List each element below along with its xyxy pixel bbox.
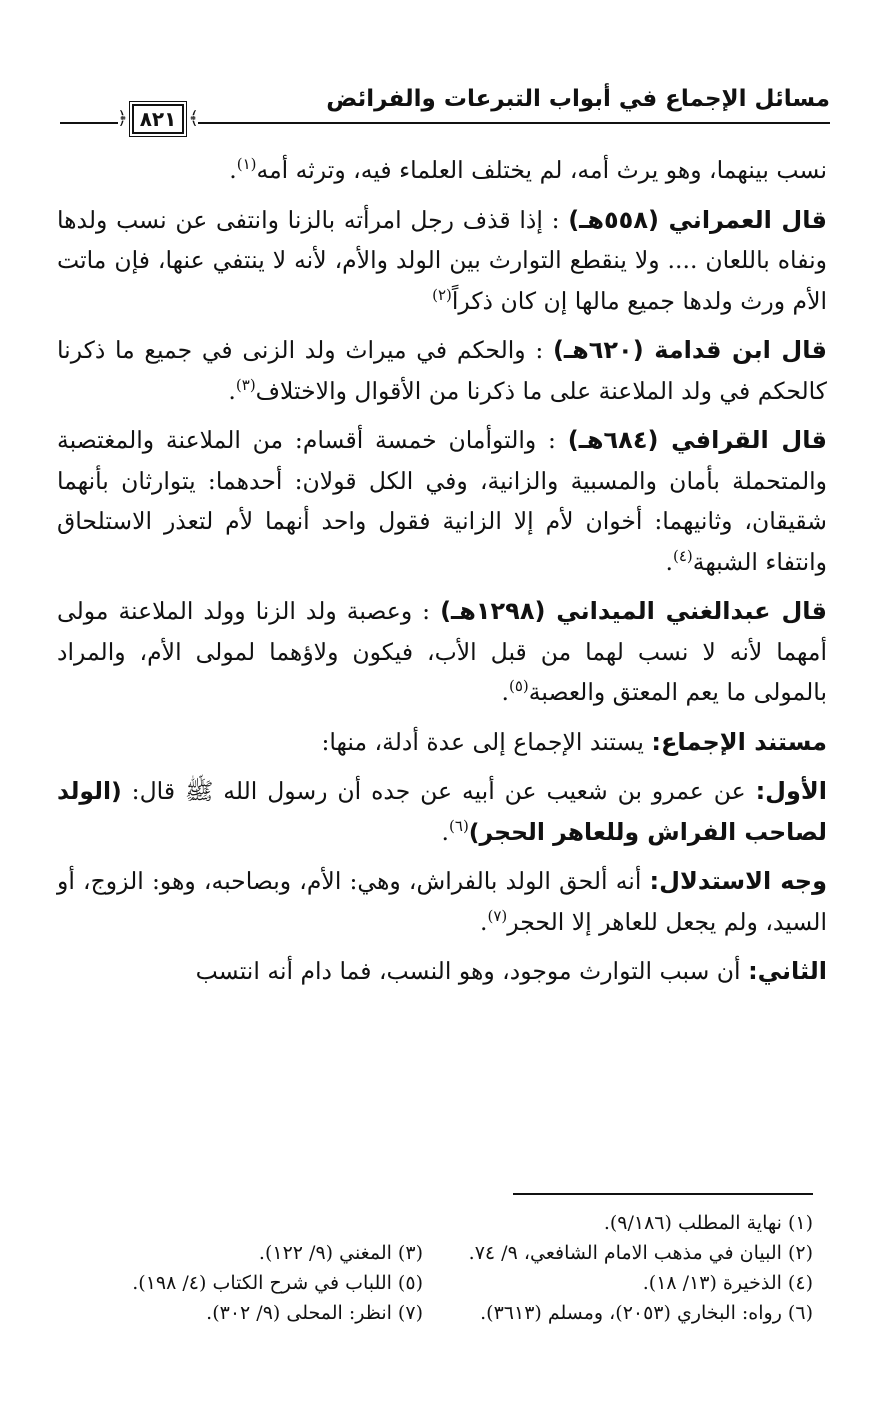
scholar-name: قال القرافي (٦٨٤هـ) <box>567 426 827 454</box>
paragraph-6 <box>57 722 827 763</box>
paragraph-3 <box>57 330 827 411</box>
paragraph-end: . <box>501 678 509 706</box>
paragraph-5 <box>57 591 827 713</box>
paragraph-text: : إذا قذف رجل امرأته بالزنا وانتفى عن نسب ولدها ونفاه باللعان .... ولا ينقطع التوارث بين الولد والأم، لأنه لا ينتفي عنها، فإن ماتت الأم ورث ولدها جميع مالها إن كان ذكراً <box>57 205 827 315</box>
section-heading: مستند الإجماع: <box>651 727 827 756</box>
footnote-3: (٣) المغني (٩/ ١٢٢). <box>258 1242 423 1264</box>
paragraph-text: أن سبب التوارث موجود، وهو النسب، فما دام أنه انتسب <box>195 957 749 985</box>
footnote-7: (٧) انظر: المحلى (٩/ ٣٠٢). <box>206 1302 423 1324</box>
footnote-column <box>73 1238 423 1328</box>
paragraph-text: يستند الإجماع إلى عدة أدلة، منها: <box>321 727 652 756</box>
ornament-left-icon: ﴿ <box>117 108 128 129</box>
paragraph-2 <box>57 200 827 322</box>
paragraph-end: . <box>229 156 237 184</box>
paragraph-end: . <box>665 547 673 576</box>
paragraph-8 <box>57 861 827 942</box>
footnote-ref: (٥) <box>508 677 529 696</box>
paragraph-4 <box>57 420 827 582</box>
footnote-ref: (١) <box>236 155 257 174</box>
evidence-heading: وجه الاستدلال: <box>649 867 827 895</box>
paragraph-7 <box>57 771 827 852</box>
footnote-2: (٢) البيان في مذهب الامام الشافعي، ٩/ ٧٤. <box>468 1242 813 1264</box>
evidence-heading: الأول: <box>755 777 827 805</box>
paragraph-end: . <box>480 907 488 936</box>
footnote-column <box>423 1238 813 1328</box>
ornament-right-icon: ﴾ <box>188 108 199 129</box>
footnote-6: (٦) رواه: البخاري (٢٠٥٣)، ومسلم (٣٦١٣). <box>480 1302 813 1324</box>
paragraph-9 <box>57 951 827 992</box>
footnote-ref: (٢) <box>432 285 452 304</box>
main-text <box>57 150 827 1001</box>
paragraph-text: : وعصبة ولد الزنا وولد الملاعنة مولى أمهما لأنه لا نسب لهما من قبل الأب، فيكون ولاؤهما لمولى الأم، والمراد بالمولى ما يعم المعتق والعصبة <box>57 597 827 706</box>
hadith-quote: (الولد لصاحب الفراش وللعاهر الحجر) <box>57 777 827 846</box>
page-number-box <box>118 102 198 136</box>
paragraph-text: عن عمرو بن شعيب عن أبيه عن جده أن رسول الله ﷺ قال: <box>121 777 756 805</box>
paragraph-text: أنه ألحق الولد بالفراش، وهي: الأم، وبصاحبه، وهو: الزوج، أو السيد، ولم يجعل للعاهر إلا الحجر <box>57 867 827 936</box>
scholar-name: قال ابن قدامة (٦٢٠هـ) <box>552 336 827 364</box>
footnote-row <box>73 1238 813 1328</box>
page-number: ٨٢١ <box>132 104 185 134</box>
paragraph-1 <box>57 150 827 191</box>
evidence-heading: الثاني: <box>748 957 827 985</box>
footnote-1: (١) نهاية المطلب (٩/١٨٦). <box>603 1212 813 1234</box>
footnote-5: (٥) اللباب في شرح الكتاب (٤/ ١٩٨). <box>132 1272 423 1294</box>
footnote-ref: (٤) <box>672 546 693 565</box>
footnote-ref: (٣) <box>235 375 256 394</box>
running-title: مسائل الإجماع في أبواب التبرعات والفرائض <box>326 86 830 112</box>
paragraph-text: : والتوأمان خمسة أقسام: من الملاعنة والمغتصبة والمتحملة بأمان والمسبية والزانية، وفي الكل قولان: أحدهما: يتوارثان بأنهما شقيقان، وثانيهما: أخوان لأم إلا الزانية فقول واحد أنهما لأم لتعذر الاستلحاق وانتفاء الشبهة <box>57 426 827 576</box>
paragraph-end: . <box>228 376 236 405</box>
page-header <box>60 82 830 132</box>
paragraph-end: . <box>441 817 450 846</box>
footnote-4: (٤) الذخيرة (١٣/ ١٨). <box>642 1272 813 1294</box>
scholar-name: قال عبدالغني الميداني (١٢٩٨هـ) <box>440 597 827 625</box>
footnote-rule <box>513 1193 813 1195</box>
scholar-name: قال العمراني (٥٥٨هـ) <box>568 205 827 234</box>
footnote-ref: (٧) <box>487 906 508 925</box>
footnotes <box>73 1208 813 1328</box>
footnote-ref: (٦) <box>449 816 469 835</box>
paragraph-text: نسب بينهما، وهو يرث أمه، لم يختلف العلماء فيه، وترثه أمه <box>256 156 827 184</box>
paragraph-text: : والحكم في ميراث ولد الزنى في جميع ما ذكرنا كالحكم في ولد الملاعنة على ما ذكرنا من الأقوال والاختلاف <box>57 336 827 405</box>
